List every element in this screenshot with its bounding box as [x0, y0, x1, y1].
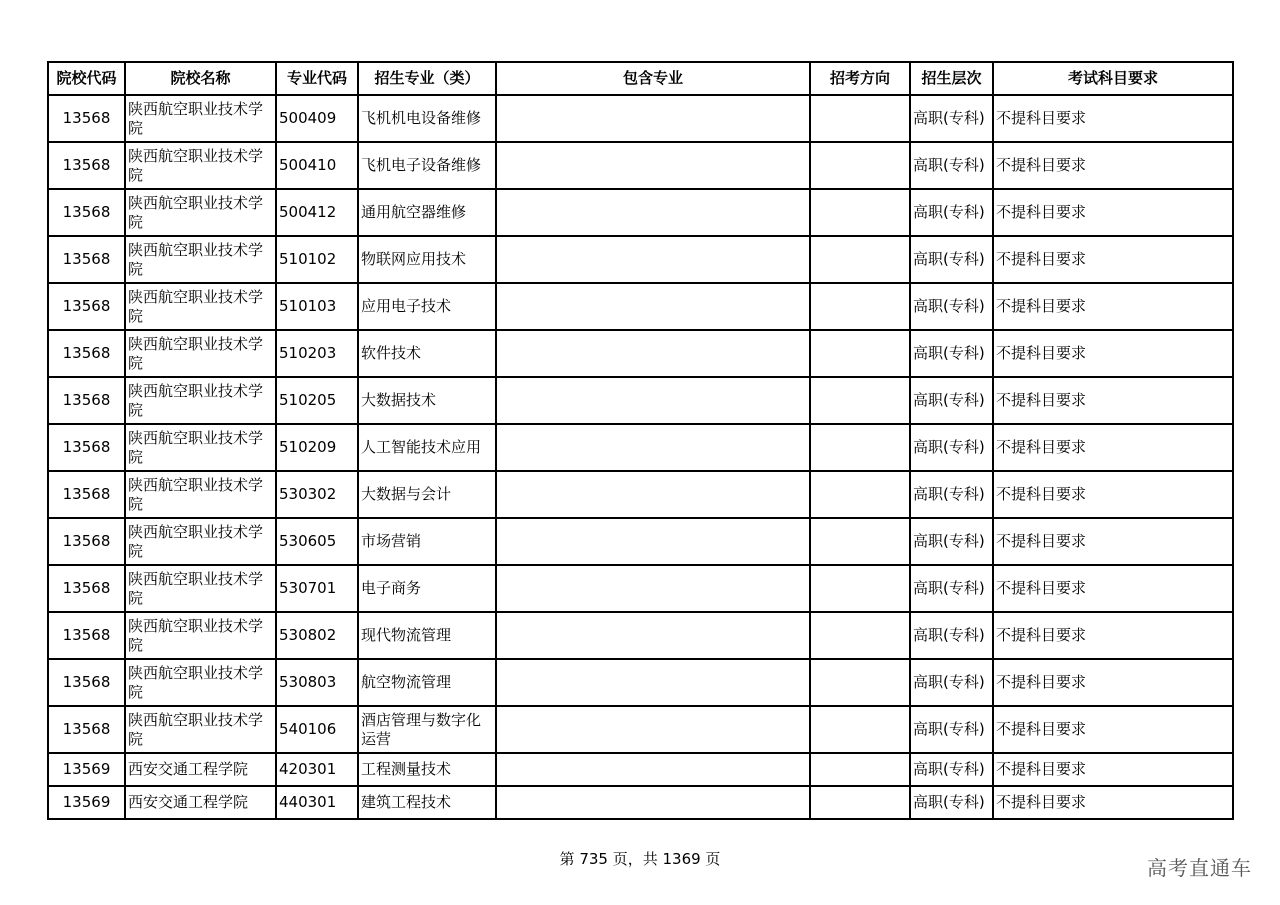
cell-major-code: 510102 — [276, 236, 358, 283]
cell-school-name: 陕西航空职业技术学院 — [125, 377, 276, 424]
header-included-majors: 包含专业 — [496, 62, 810, 95]
cell-direction — [810, 236, 910, 283]
cell-direction — [810, 565, 910, 612]
cell-direction — [810, 471, 910, 518]
cell-direction — [810, 786, 910, 819]
cell-school-name: 陕西航空职业技术学院 — [125, 706, 276, 753]
cell-school-code: 13568 — [48, 424, 125, 471]
cell-included-majors — [496, 706, 810, 753]
cell-direction — [810, 659, 910, 706]
cell-included-majors — [496, 236, 810, 283]
cell-school-name: 陕西航空职业技术学院 — [125, 471, 276, 518]
cell-requirement: 不提科目要求 — [993, 706, 1233, 753]
admissions-table — [47, 61, 1234, 820]
cell-school-code: 13569 — [48, 786, 125, 819]
cell-school-code: 13568 — [48, 659, 125, 706]
table-row — [48, 706, 1233, 753]
cell-school-code: 13568 — [48, 330, 125, 377]
cell-major: 飞机电子设备维修 — [358, 142, 496, 189]
cell-requirement: 不提科目要求 — [993, 236, 1233, 283]
cell-major-code: 530802 — [276, 612, 358, 659]
cell-major-code: 530701 — [276, 565, 358, 612]
cell-school-name: 陕西航空职业技术学院 — [125, 283, 276, 330]
cell-level: 高职(专科) — [910, 786, 993, 819]
cell-major-code: 500409 — [276, 95, 358, 142]
table-row — [48, 283, 1233, 330]
table-row — [48, 753, 1233, 786]
cell-major: 市场营销 — [358, 518, 496, 565]
cell-major: 建筑工程技术 — [358, 786, 496, 819]
cell-major-code: 530302 — [276, 471, 358, 518]
cell-major: 工程测量技术 — [358, 753, 496, 786]
cell-school-code: 13568 — [48, 518, 125, 565]
cell-included-majors — [496, 330, 810, 377]
cell-direction — [810, 283, 910, 330]
cell-included-majors — [496, 659, 810, 706]
cell-included-majors — [496, 95, 810, 142]
cell-requirement: 不提科目要求 — [993, 283, 1233, 330]
cell-school-name: 陕西航空职业技术学院 — [125, 330, 276, 377]
table-row — [48, 236, 1233, 283]
table-row — [48, 471, 1233, 518]
cell-level: 高职(专科) — [910, 612, 993, 659]
cell-requirement: 不提科目要求 — [993, 612, 1233, 659]
cell-major: 现代物流管理 — [358, 612, 496, 659]
cell-requirement: 不提科目要求 — [993, 330, 1233, 377]
cell-included-majors — [496, 424, 810, 471]
cell-school-code: 13568 — [48, 142, 125, 189]
cell-school-code: 13568 — [48, 189, 125, 236]
table-row — [48, 424, 1233, 471]
header-school-code: 院校代码 — [48, 62, 125, 95]
cell-requirement: 不提科目要求 — [993, 142, 1233, 189]
table-header-row — [48, 62, 1233, 95]
cell-level: 高职(专科) — [910, 142, 993, 189]
cell-level: 高职(专科) — [910, 753, 993, 786]
cell-major-code: 510205 — [276, 377, 358, 424]
cell-requirement: 不提科目要求 — [993, 377, 1233, 424]
cell-school-code: 13568 — [48, 612, 125, 659]
cell-direction — [810, 518, 910, 565]
cell-major: 酒店管理与数字化运营 — [358, 706, 496, 753]
cell-included-majors — [496, 189, 810, 236]
cell-included-majors — [496, 565, 810, 612]
cell-level: 高职(专科) — [910, 236, 993, 283]
cell-direction — [810, 753, 910, 786]
cell-direction — [810, 330, 910, 377]
table-row — [48, 330, 1233, 377]
cell-level: 高职(专科) — [910, 189, 993, 236]
cell-included-majors — [496, 753, 810, 786]
cell-major-code: 440301 — [276, 786, 358, 819]
table-row — [48, 518, 1233, 565]
cell-major-code: 500410 — [276, 142, 358, 189]
cell-major-code: 540106 — [276, 706, 358, 753]
cell-major: 航空物流管理 — [358, 659, 496, 706]
cell-included-majors — [496, 142, 810, 189]
cell-major-code: 500412 — [276, 189, 358, 236]
cell-major: 软件技术 — [358, 330, 496, 377]
cell-requirement: 不提科目要求 — [993, 659, 1233, 706]
cell-requirement: 不提科目要求 — [993, 189, 1233, 236]
cell-major: 大数据技术 — [358, 377, 496, 424]
cell-school-name: 陕西航空职业技术学院 — [125, 189, 276, 236]
cell-school-code: 13569 — [48, 753, 125, 786]
cell-requirement: 不提科目要求 — [993, 753, 1233, 786]
cell-school-name: 陕西航空职业技术学院 — [125, 142, 276, 189]
cell-direction — [810, 189, 910, 236]
cell-requirement: 不提科目要求 — [993, 424, 1233, 471]
cell-direction — [810, 95, 910, 142]
watermark: 高考直通车 — [1147, 856, 1252, 880]
cell-included-majors — [496, 518, 810, 565]
cell-major: 通用航空器维修 — [358, 189, 496, 236]
cell-included-majors — [496, 377, 810, 424]
cell-school-code: 13568 — [48, 283, 125, 330]
cell-direction — [810, 142, 910, 189]
cell-level: 高职(专科) — [910, 424, 993, 471]
cell-included-majors — [496, 612, 810, 659]
cell-school-name: 西安交通工程学院 — [125, 753, 276, 786]
cell-school-name: 陕西航空职业技术学院 — [125, 612, 276, 659]
cell-school-code: 13568 — [48, 706, 125, 753]
cell-major: 大数据与会计 — [358, 471, 496, 518]
header-level: 招生层次 — [910, 62, 993, 95]
header-major-code: 专业代码 — [276, 62, 358, 95]
table-row — [48, 659, 1233, 706]
header-major: 招生专业（类） — [358, 62, 496, 95]
cell-school-name: 陕西航空职业技术学院 — [125, 236, 276, 283]
cell-level: 高职(专科) — [910, 377, 993, 424]
cell-direction — [810, 612, 910, 659]
cell-level: 高职(专科) — [910, 95, 993, 142]
cell-major-code: 530605 — [276, 518, 358, 565]
cell-school-code: 13568 — [48, 565, 125, 612]
header-direction: 招考方向 — [810, 62, 910, 95]
cell-requirement: 不提科目要求 — [993, 471, 1233, 518]
header-school-name: 院校名称 — [125, 62, 276, 95]
table-row — [48, 142, 1233, 189]
cell-level: 高职(专科) — [910, 283, 993, 330]
table-row — [48, 95, 1233, 142]
cell-school-name: 陕西航空职业技术学院 — [125, 95, 276, 142]
cell-major-code: 510203 — [276, 330, 358, 377]
cell-major: 物联网应用技术 — [358, 236, 496, 283]
cell-major: 电子商务 — [358, 565, 496, 612]
cell-school-code: 13568 — [48, 95, 125, 142]
cell-level: 高职(专科) — [910, 659, 993, 706]
page-number: 第 735 页，共 1369 页 — [559, 850, 721, 868]
cell-level: 高职(专科) — [910, 471, 993, 518]
cell-level: 高职(专科) — [910, 565, 993, 612]
table-row — [48, 565, 1233, 612]
cell-school-name: 西安交通工程学院 — [125, 786, 276, 819]
cell-direction — [810, 377, 910, 424]
table-row — [48, 189, 1233, 236]
cell-major-code: 530803 — [276, 659, 358, 706]
cell-school-code: 13568 — [48, 471, 125, 518]
cell-school-code: 13568 — [48, 236, 125, 283]
cell-major: 应用电子技术 — [358, 283, 496, 330]
table-body — [48, 95, 1233, 819]
cell-included-majors — [496, 471, 810, 518]
table-row — [48, 377, 1233, 424]
cell-major: 飞机机电设备维修 — [358, 95, 496, 142]
cell-school-name: 陕西航空职业技术学院 — [125, 518, 276, 565]
cell-major: 人工智能技术应用 — [358, 424, 496, 471]
cell-school-name: 陕西航空职业技术学院 — [125, 659, 276, 706]
cell-level: 高职(专科) — [910, 706, 993, 753]
cell-requirement: 不提科目要求 — [993, 518, 1233, 565]
cell-requirement: 不提科目要求 — [993, 786, 1233, 819]
cell-major-code: 510103 — [276, 283, 358, 330]
cell-direction — [810, 706, 910, 753]
cell-level: 高职(专科) — [910, 330, 993, 377]
cell-school-code: 13568 — [48, 377, 125, 424]
cell-included-majors — [496, 283, 810, 330]
cell-school-name: 陕西航空职业技术学院 — [125, 565, 276, 612]
cell-school-name: 陕西航空职业技术学院 — [125, 424, 276, 471]
table-row — [48, 786, 1233, 819]
header-requirement: 考试科目要求 — [993, 62, 1233, 95]
cell-requirement: 不提科目要求 — [993, 95, 1233, 142]
cell-direction — [810, 424, 910, 471]
cell-level: 高职(专科) — [910, 518, 993, 565]
cell-included-majors — [496, 786, 810, 819]
cell-requirement: 不提科目要求 — [993, 565, 1233, 612]
cell-major-code: 420301 — [276, 753, 358, 786]
cell-major-code: 510209 — [276, 424, 358, 471]
table-row — [48, 612, 1233, 659]
